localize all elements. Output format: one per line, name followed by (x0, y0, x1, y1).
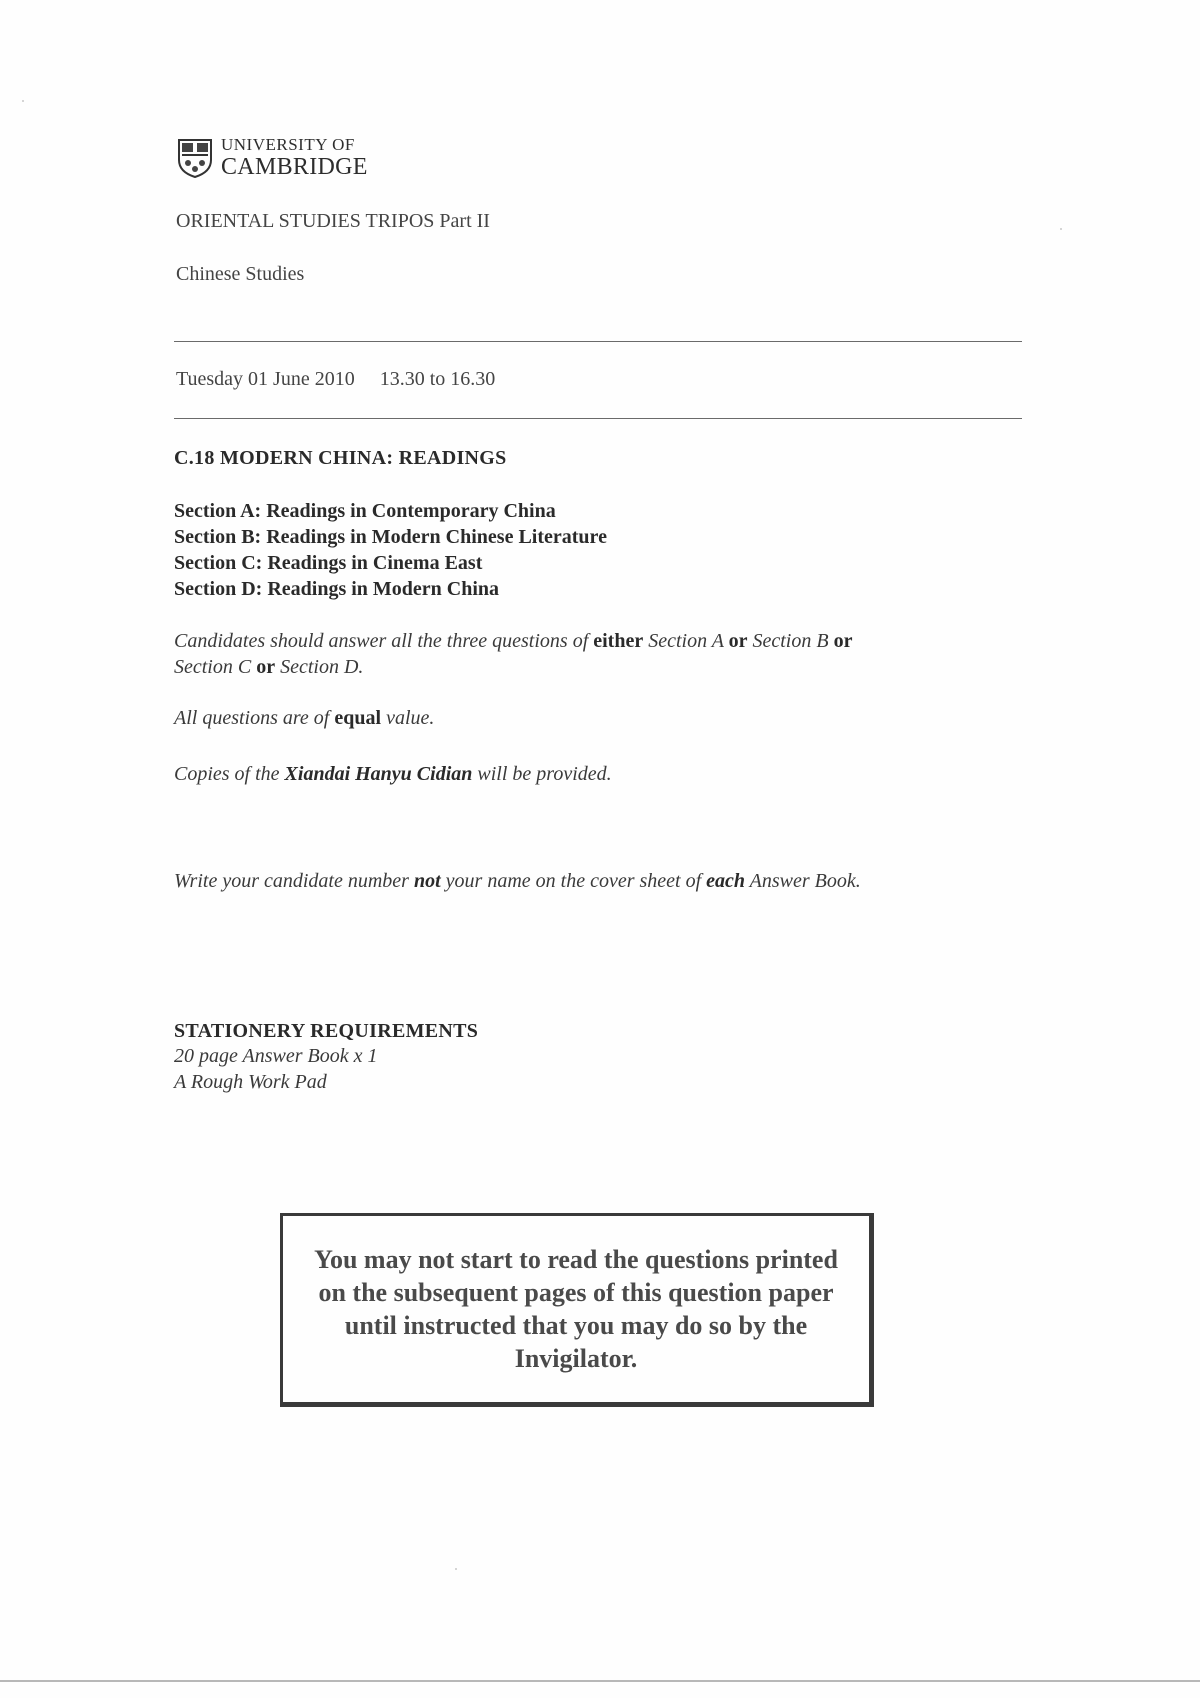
instruction-text: Write your candidate number (174, 870, 414, 892)
instruction-text: Section C (174, 656, 257, 678)
instruction-text: Copies of the (174, 763, 285, 785)
scan-speck (1060, 228, 1062, 230)
logo-university-of: UNIVERSITY OF (221, 135, 355, 154)
instruction-answer (174, 628, 1034, 680)
instruction-emphasis: equal (334, 707, 382, 729)
section-list (174, 498, 607, 602)
instruction-text: Answer Book. (745, 870, 861, 892)
instruction-value (174, 705, 434, 731)
exam-date-time (176, 368, 495, 391)
stationery-item: 20 page Answer Book x 1 (174, 1045, 378, 1067)
divider-top (174, 341, 1022, 342)
scan-bottom-edge (0, 1680, 1200, 1682)
section-item: Section D: Readings in Modern China (174, 578, 500, 600)
paper-title: C.18 MODERN CHINA: READINGS (174, 447, 507, 469)
instruction-text: value. (381, 707, 435, 729)
instruction-text: Section A (643, 630, 729, 652)
exam-date: Tuesday 01 June 2010 (176, 368, 355, 390)
tripos-title: ORIENTAL STUDIES TRIPOS Part II (176, 210, 490, 232)
stationery-requirements (174, 1020, 478, 1095)
stationery-heading: STATIONERY REQUIREMENTS (174, 1020, 479, 1042)
instruction-text: will be provided. (472, 763, 612, 785)
logo-cambridge: CAMBRIDGE (221, 154, 368, 180)
scan-speck (22, 100, 24, 102)
cambridge-crest-icon (177, 138, 213, 178)
instruction-emphasis: not (413, 870, 441, 892)
instruction-text: Section D. (275, 656, 364, 678)
section-item: Section A: Readings in Contemporary China (174, 500, 556, 522)
instruction-text: your name on the cover sheet of (440, 870, 707, 892)
instruction-text: Candidates should answer all the three questions of (174, 630, 594, 652)
stationery-item: A Rough Work Pad (174, 1071, 327, 1093)
instruction-text: All questions are of (174, 707, 335, 729)
scan-speck (455, 1568, 457, 1570)
instruction-emphasis: each (706, 870, 746, 892)
instruction-emphasis: or (833, 630, 853, 652)
university-logo (177, 136, 368, 179)
instruction-candidate-number (174, 868, 861, 894)
instruction-emphasis: either (593, 630, 644, 652)
invigilator-notice-box (280, 1213, 874, 1407)
divider-bottom (174, 418, 1022, 419)
section-item: Section C: Readings in Cinema East (174, 552, 483, 574)
dictionary-title: Xiandai Hanyu Cidian (284, 763, 473, 785)
invigilator-notice-text: You may not start to read the questions printed on the subsequent pages of this question paper until instructed that you may do so by the Invigilator. (314, 1245, 838, 1373)
instruction-emphasis: or (256, 656, 276, 678)
instruction-text: Section B (747, 630, 834, 652)
subject-title: Chinese Studies (176, 263, 305, 285)
instruction-dictionary (174, 761, 612, 787)
section-item: Section B: Readings in Modern Chinese Literature (174, 526, 607, 548)
exam-time: 13.30 to 16.30 (379, 368, 496, 390)
instruction-emphasis: or (728, 630, 748, 652)
